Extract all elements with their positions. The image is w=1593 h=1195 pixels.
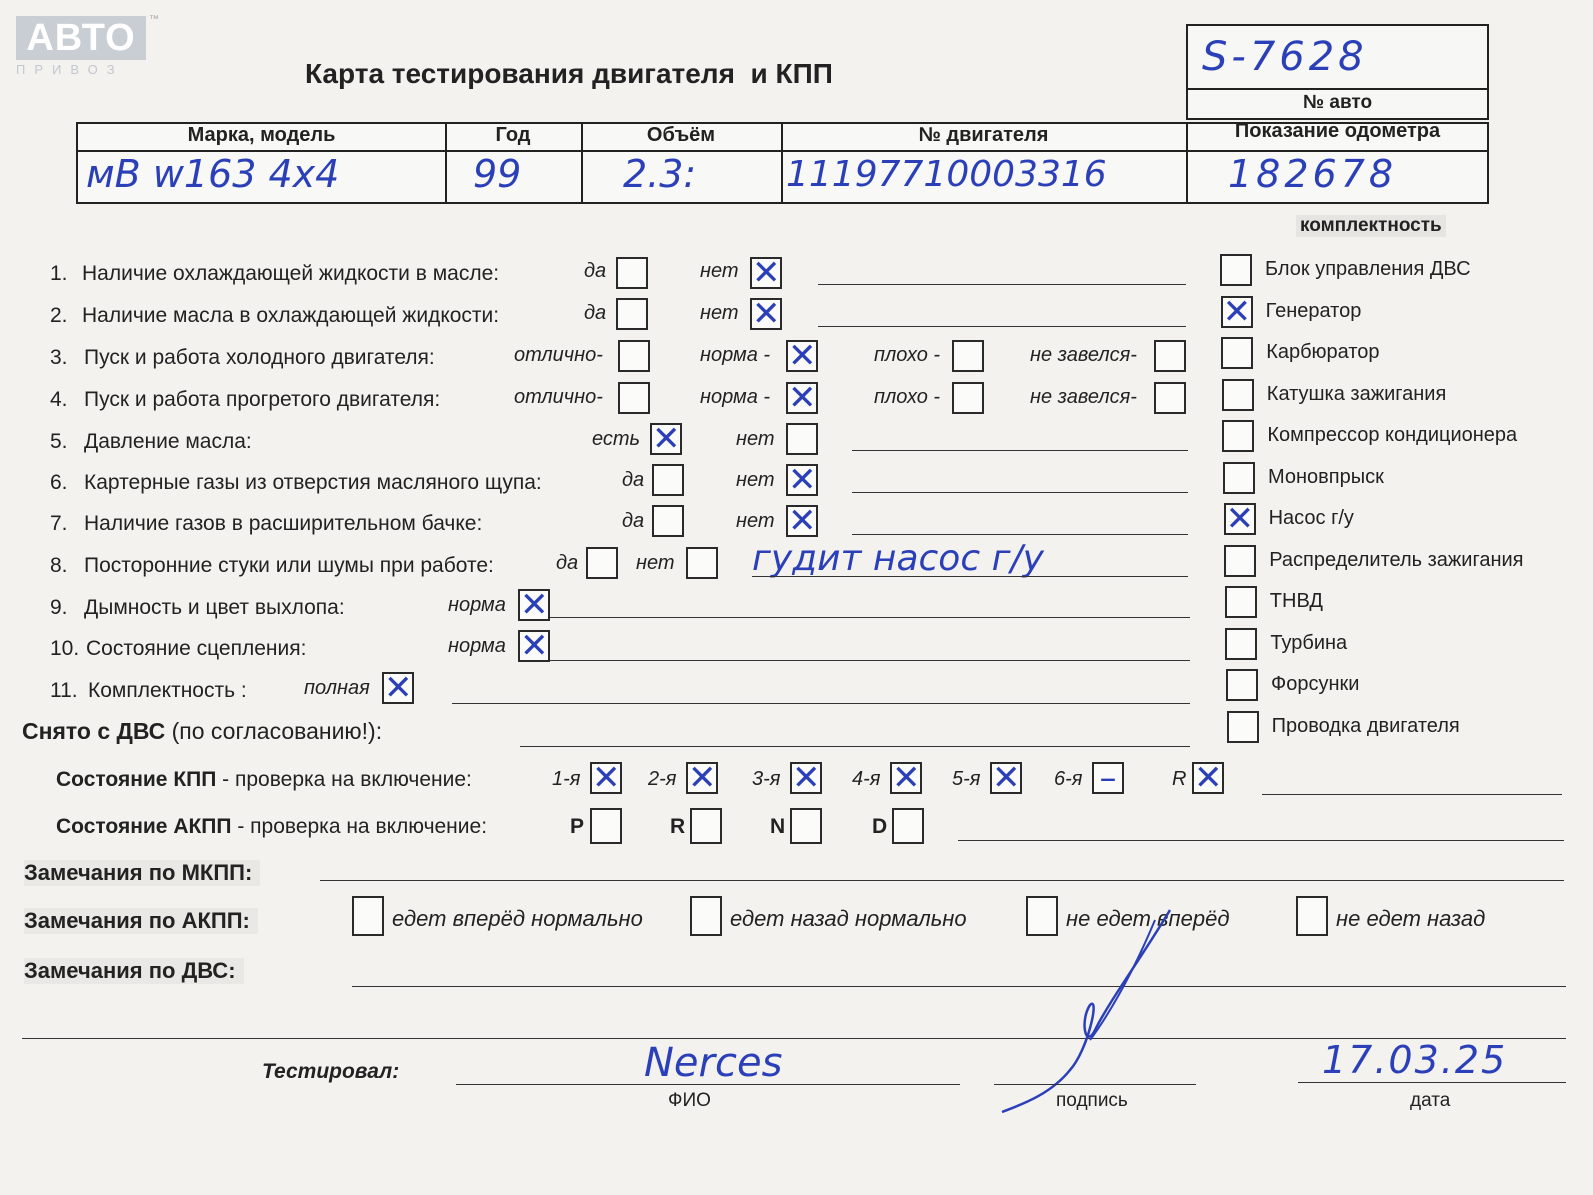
q2-number: 2.: [50, 304, 68, 327]
akpp-label-rest: - проверка на включение:: [231, 815, 488, 838]
completeness-item-label: Генератор: [1265, 299, 1362, 322]
q11-number: 11.: [50, 679, 78, 702]
value-volume: 2.3:: [623, 152, 697, 196]
check-mark: ✕: [1222, 291, 1252, 332]
kpp-gear-checkbox[interactable]: [790, 758, 822, 798]
q8-label: Посторонние стуки или шумы при работе:: [84, 554, 494, 577]
akpp-mode-checkbox[interactable]: [690, 808, 722, 844]
q5-yes-checkbox[interactable]: [650, 419, 682, 459]
removed-label-rest: (по согласованию!):: [165, 718, 383, 744]
check-mark: ✕: [520, 626, 549, 666]
completeness-item-label: Турбина: [1270, 631, 1348, 654]
check-mark: ✕: [592, 758, 621, 798]
q8-no-checkbox[interactable]: [686, 547, 718, 579]
q3-excellent-label: отлично-: [514, 344, 603, 366]
check-mark: ✕: [892, 758, 921, 798]
auto-no-box: [1186, 24, 1489, 120]
q4-excellent-checkbox[interactable]: [618, 382, 650, 414]
completeness-checkbox[interactable]: [1221, 291, 1253, 332]
q2-note-line: [818, 326, 1186, 327]
value-model: мВ w163 4x4: [86, 152, 340, 196]
mkpp-remarks-label: Замечания по МКПП:: [24, 860, 260, 886]
q3-nostart-checkbox[interactable]: [1154, 340, 1186, 372]
q1-number: 1.: [50, 262, 68, 285]
q4-number: 4.: [50, 388, 68, 411]
completeness-item-label: Распределитель зажигания: [1269, 548, 1524, 571]
completeness-checkbox[interactable]: [1221, 337, 1253, 369]
signature: [990, 900, 1190, 1120]
q7-yes-checkbox[interactable]: [652, 505, 684, 537]
q2-yes-label: да: [584, 302, 607, 324]
completeness-checkbox[interactable]: [1222, 379, 1254, 411]
kpp-label-bold: Состояние КПП: [56, 768, 217, 791]
q4-normal-label: норма -: [700, 386, 771, 408]
completeness-item-label: ТНВД: [1269, 590, 1323, 612]
q8-number: 8.: [50, 554, 68, 577]
completeness-item-label: Моновпрыск: [1268, 465, 1384, 488]
q8-note: гудит насос г/у: [752, 538, 1044, 579]
auto-no-divider: [1188, 88, 1487, 90]
tester-name: Nerces: [644, 1040, 783, 1086]
akpp-remark-checkbox[interactable]: [352, 896, 384, 936]
completeness-checkbox[interactable]: [1225, 628, 1257, 660]
q7-note-line: [852, 534, 1188, 535]
q8-yes-checkbox[interactable]: [586, 547, 618, 579]
header-table: [76, 122, 1489, 204]
q9-normal-checkbox[interactable]: [518, 585, 550, 625]
col-header-model: Марка, модель: [187, 124, 336, 146]
akpp-remark-checkbox[interactable]: [1296, 896, 1328, 936]
completeness-checkbox[interactable]: [1223, 462, 1255, 494]
check-mark: ✕: [788, 378, 817, 418]
date-label: дата: [1410, 1090, 1451, 1111]
q10-note-line: [550, 660, 1190, 661]
q3-number: 3.: [50, 346, 68, 369]
check-mark: ✕: [788, 501, 817, 541]
q5-label: Давление масла:: [84, 430, 252, 453]
page-title: Карта тестирования двигателя и КПП: [305, 58, 833, 89]
removed-label-bold: Снято с ДВС: [22, 718, 166, 744]
q5-number: 5.: [50, 430, 68, 453]
q8-no-label: нет: [636, 552, 675, 574]
mkpp-remarks-line: [320, 880, 1564, 881]
q7-label: Наличие газов в расширительном бачке:: [84, 512, 483, 535]
signature-stroke: [1002, 910, 1170, 1112]
kpp-gear-label: 2-я: [648, 768, 677, 790]
check-mark: ✕: [788, 460, 817, 500]
fio-line: [456, 1084, 960, 1085]
q10-normal-checkbox[interactable]: [518, 626, 550, 666]
q3-normal-checkbox[interactable]: [786, 336, 818, 376]
q4-bad-checkbox[interactable]: [952, 382, 984, 414]
q5-no-label: нет: [736, 428, 775, 450]
kpp-gear-checkbox[interactable]: [1092, 758, 1124, 798]
q6-label: Картерные газы из отверстия масляного щупа:: [84, 471, 542, 494]
value-year: 99: [473, 152, 522, 196]
q11-note-line: [452, 703, 1190, 704]
logo-sub: ПРИВОЗ: [16, 62, 124, 77]
auto-no-value: S-7628: [1202, 34, 1368, 80]
dvs-remarks-label: Замечания по ДВС:: [24, 958, 244, 984]
q4-nostart-checkbox[interactable]: [1154, 382, 1186, 414]
value-engine-no: 11197710003316: [786, 154, 1107, 195]
q10-number: 10.: [50, 637, 80, 660]
completeness-checkbox[interactable]: [1220, 254, 1252, 286]
col-header-odometer: Показание одометра: [1234, 120, 1441, 142]
completeness-item-label: Насос г/у: [1268, 507, 1354, 529]
q3-bad-checkbox[interactable]: [952, 340, 984, 372]
q1-yes-label: да: [584, 260, 607, 282]
test-date: 17.03.25: [1322, 1038, 1508, 1082]
akpp-mode-label: R: [670, 815, 686, 838]
tested-by-label: Тестировал:: [262, 1060, 400, 1083]
q3-bad-label: плохо -: [874, 344, 941, 366]
q1-note-line: [818, 284, 1186, 285]
dvs-remarks-line-1: [352, 986, 1566, 987]
q3-excellent-checkbox[interactable]: [618, 340, 650, 372]
q2-no-checkbox[interactable]: [750, 294, 782, 334]
kpp-gear-checkbox[interactable]: [990, 758, 1022, 798]
q7-number: 7.: [50, 512, 68, 535]
akpp-remark-label: едет вперёд нормально: [392, 906, 643, 931]
kpp-gear-label: 4-я: [852, 768, 881, 790]
check-mark: ✕: [752, 294, 781, 334]
akpp-mode-checkbox[interactable]: [590, 808, 622, 844]
q9-note-line: [550, 617, 1190, 618]
completeness-checkbox[interactable]: [1227, 711, 1259, 743]
check-mark: ✕: [788, 336, 817, 376]
q10-label: Состояние сцепления:: [86, 637, 307, 660]
kpp-gear-label: 3-я: [752, 768, 781, 790]
q4-nostart-label: не завелся-: [1030, 386, 1137, 408]
signature-line: [994, 1084, 1196, 1085]
akpp-mode-label: N: [770, 815, 786, 838]
akpp-mode-label: D: [872, 815, 888, 838]
removed-label: [22, 718, 382, 745]
kpp-label: [56, 768, 472, 792]
completeness-item-label: Карбюратор: [1266, 341, 1380, 363]
akpp-remarks-label: Замечания по АКПП:: [24, 908, 258, 934]
akpp-remark-label: не едет вперёд: [1066, 906, 1230, 931]
check-mark: ✕: [792, 758, 821, 798]
akpp-mode-checkbox[interactable]: [790, 808, 822, 844]
col-header-engine-no: № двигателя: [918, 124, 1049, 146]
q9-label: Дымность и цвет выхлопа:: [84, 596, 345, 619]
check-mark: ✕: [1194, 758, 1223, 798]
auto-no-label: № авто: [1302, 92, 1373, 113]
completeness-checkbox[interactable]: [1226, 669, 1258, 701]
q4-bad-label: плохо -: [874, 386, 941, 408]
value-odometer: 182678: [1228, 152, 1398, 196]
akpp-mode-label: P: [570, 815, 585, 838]
kpp-gear-checkbox[interactable]: [686, 758, 718, 798]
kpp-line: [1262, 794, 1562, 795]
q4-normal-checkbox[interactable]: [786, 378, 818, 418]
akpp-remark-label: не едет назад: [1336, 906, 1486, 931]
kpp-gear-checkbox[interactable]: [1192, 758, 1224, 798]
q9-number: 9.: [50, 596, 68, 619]
q7-yes-label: да: [622, 510, 645, 532]
completeness-checkbox[interactable]: [1224, 499, 1256, 539]
q3-nostart-label: не завелся-: [1030, 344, 1137, 366]
q6-no-checkbox[interactable]: [786, 460, 818, 500]
akpp-mode-checkbox[interactable]: [892, 808, 924, 844]
kpp-gear-checkbox[interactable]: [590, 758, 622, 798]
q6-yes-label: да: [622, 469, 645, 491]
completeness-checkbox[interactable]: [1225, 586, 1257, 618]
q2-no-label: нет: [700, 302, 739, 324]
col-header-year: Год: [495, 124, 531, 146]
q7-no-checkbox[interactable]: [786, 501, 818, 541]
check-mark: –: [1099, 758, 1117, 798]
check-mark: ✕: [1225, 499, 1255, 539]
check-mark: ✕: [520, 585, 549, 625]
check-mark: ✕: [688, 758, 717, 798]
kpp-gear-checkbox[interactable]: [890, 758, 922, 798]
completeness-item-label: Блок управления ДВС: [1265, 258, 1471, 280]
akpp-remark-label: едет назад нормально: [730, 906, 967, 931]
q3-normal-label: норма -: [700, 344, 771, 366]
q6-number: 6.: [50, 471, 68, 494]
q11-label: Комплектность :: [88, 679, 247, 702]
q5-note-line: [852, 450, 1188, 451]
q1-no-checkbox[interactable]: [750, 253, 782, 293]
completeness-title: комплектность: [1296, 215, 1446, 237]
kpp-gear-label: 6-я: [1054, 768, 1083, 790]
q2-yes-checkbox[interactable]: [616, 298, 648, 330]
check-mark: ✕: [752, 253, 781, 293]
q1-no-label: нет: [700, 260, 739, 282]
date-line: [1298, 1082, 1566, 1083]
q10-normal-label: норма: [448, 635, 506, 657]
q3-label: Пуск и работа холодного двигателя:: [84, 346, 435, 369]
completeness-item-label: Компрессор кондиционера: [1267, 424, 1518, 446]
completeness-item-label: Проводка двигателя: [1271, 714, 1460, 737]
completeness-checkbox[interactable]: [1224, 545, 1256, 577]
q1-label: Наличие охлаждающей жидкости в масле:: [82, 262, 500, 285]
check-mark: ✕: [384, 668, 413, 708]
q2-label: Наличие масла в охлаждающей жидкости:: [82, 304, 500, 327]
completeness-item-label: Катушка зажигания: [1266, 382, 1447, 405]
q6-note-line: [852, 492, 1188, 493]
logo-tm: ™: [149, 14, 159, 25]
kpp-label-rest: - проверка на включение:: [216, 768, 472, 791]
removed-line: [520, 746, 1190, 747]
q5-no-checkbox[interactable]: [786, 423, 818, 455]
check-mark: ✕: [992, 758, 1021, 798]
q7-no-label: нет: [736, 510, 775, 532]
q5-yes-label: есть: [592, 428, 641, 450]
akpp-line: [958, 840, 1564, 841]
logo: [16, 14, 159, 78]
kpp-gear-label: R: [1172, 768, 1187, 790]
logo-main: АВТО: [16, 16, 146, 60]
q11-full-label: полная: [304, 677, 370, 699]
kpp-gear-label: 1-я: [552, 768, 581, 790]
akpp-remark-checkbox[interactable]: [690, 896, 722, 936]
completeness-item-label: Форсунки: [1271, 673, 1360, 695]
akpp-label: [56, 815, 487, 839]
q9-normal-label: норма: [448, 594, 506, 616]
akpp-label-bold: Состояние АКПП: [56, 815, 232, 838]
q6-no-label: нет: [736, 469, 775, 491]
check-mark: ✕: [652, 419, 681, 459]
q6-yes-checkbox[interactable]: [652, 464, 684, 496]
q8-note-line: [752, 576, 1188, 577]
col-header-volume: Объём: [646, 124, 716, 146]
completeness-checkbox[interactable]: [1222, 420, 1254, 452]
fio-label: ФИО: [668, 1090, 711, 1111]
q4-label: Пуск и работа прогретого двигателя:: [84, 388, 441, 411]
kpp-gear-label: 5-я: [952, 768, 981, 790]
q4-excellent-label: отлично-: [514, 386, 603, 408]
signature-label: подпись: [1056, 1090, 1128, 1111]
q11-full-checkbox[interactable]: [382, 668, 414, 708]
q1-yes-checkbox[interactable]: [616, 257, 648, 289]
q8-yes-label: да: [556, 552, 579, 574]
